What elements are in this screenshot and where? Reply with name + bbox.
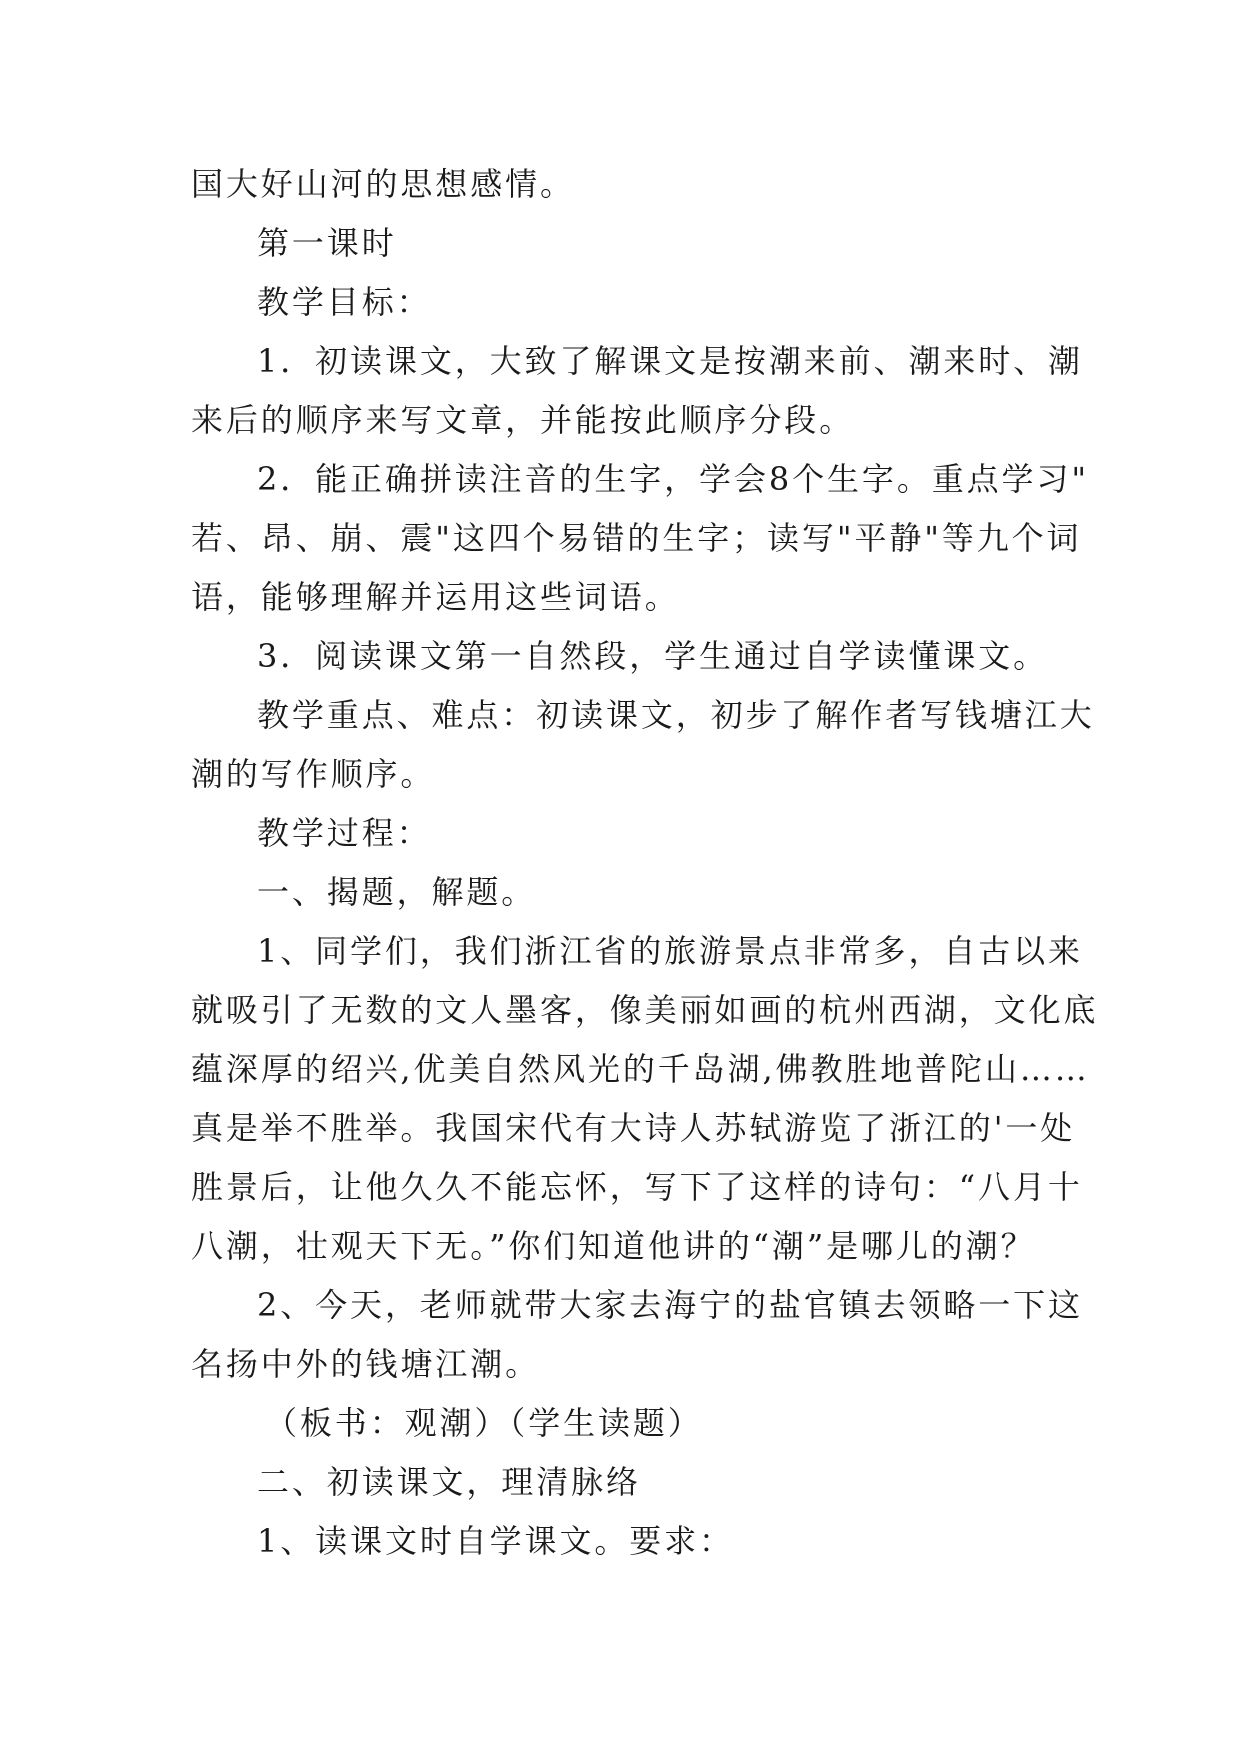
objective-2-line-1: 2．能正确拼读注音的生字，学会8个生字。重点学习": [257, 460, 1089, 498]
paragraph-1-line-3: 蕴深厚的绍兴,优美自然风光的千岛湖,佛教胜地普陀山……: [191, 1050, 1090, 1088]
paragraph-2-line-1: 2、今天，老师就带大家去海宁的盐官镇去领略一下这: [257, 1286, 1083, 1324]
step-2-heading: 二、初读课文，理清脉络: [257, 1463, 641, 1501]
paragraph-1-line-5: 胜景后，让他久久不能忘怀，写下了这样的诗句：“八月十: [191, 1168, 1083, 1206]
step-1-heading: 一、揭题，解题。: [257, 873, 537, 911]
lesson-heading: 第一课时: [257, 224, 397, 262]
key-points-line-1: 教学重点、难点：初读课文，初步了解作者写钱塘江大: [257, 696, 1095, 734]
paragraph-1-line-6: 八潮，壮观天下无。”你们知道他讲的“潮”是哪儿的潮？: [191, 1227, 1036, 1265]
objective-1-line-2: 来后的顺序来写文章，并能按此顺序分段。: [191, 401, 855, 439]
paragraph-1-line-4: 真是举不胜举。我国宋代有大诗人苏轼游览了浙江的'一处: [191, 1109, 1076, 1147]
section-heading-process: 教学过程：: [257, 814, 432, 852]
objective-2-line-2: 若、昂、崩、震"这四个易错的生字；读写"平静"等九个词: [191, 519, 1082, 557]
objective-2-line-3: 语，能够理解并运用这些词语。: [191, 578, 680, 616]
objective-3: 3．阅读课文第一自然段，学生通过自学读懂课文。: [257, 637, 1049, 675]
paragraph-1-line-2: 就吸引了无数的文人墨客，像美丽如画的杭州西湖，文化底: [191, 991, 1099, 1029]
key-points-line-2: 潮的写作顺序。: [191, 755, 436, 793]
objective-1-line-1: 1．初读课文，大致了解课文是按潮来前、潮来时、潮: [257, 342, 1083, 380]
text-line-continuation: 国大好山河的思想感情。: [191, 165, 575, 203]
blackboard-note: （板书：观潮）（学生读题）: [265, 1404, 703, 1442]
section-heading-objectives: 教学目标：: [257, 283, 432, 321]
paragraph-1-line-1: 1、同学们，我们浙江省的旅游景点非常多，自古以来: [257, 932, 1083, 970]
paragraph-2-line-2: 名扬中外的钱塘江潮。: [191, 1345, 541, 1383]
step-2-item-1: 1、读课文时自学课文。要求：: [257, 1522, 734, 1560]
document-body: [191, 155, 1099, 1571]
